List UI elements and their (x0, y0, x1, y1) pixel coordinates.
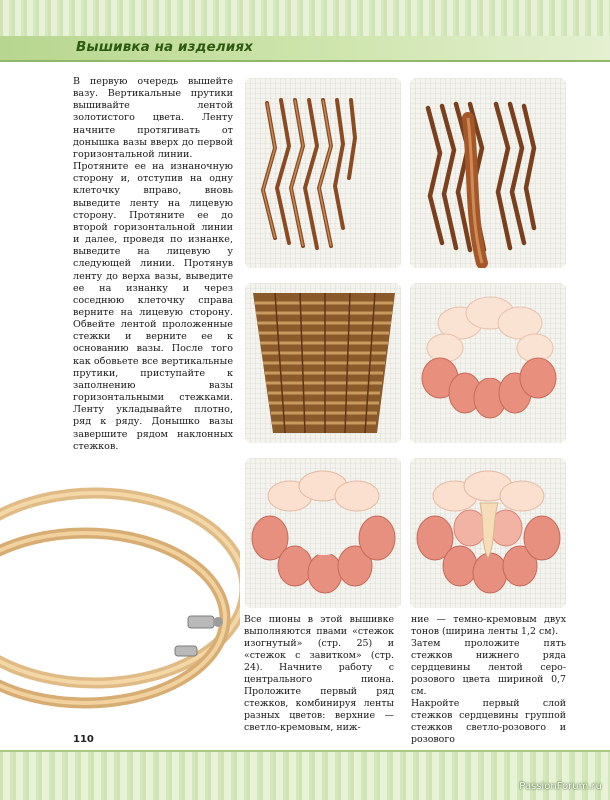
bottom-text-col2-p2: Затем проложите пять стежков нижнего ряда сердцевины лентой серо-розового цвета шириной 0,7 см. (411, 638, 566, 698)
woven-vase-photo-image (245, 283, 401, 443)
section-title: Вышивка на изделиях (76, 39, 253, 55)
bottom-divider (0, 750, 610, 752)
bottom-text-col2-p1: ние — темно-кремовым двух тонов (ширина ленты 1,2 см). (411, 614, 566, 638)
woven-vase-photo (245, 283, 401, 443)
instructions-paragraph-1: В первую очередь вышейте вазу. Вертикальные прутики вышивайте лентой золотистого цвета. Ленту начните протягивать от донышка вазы вверх до первой горизонтальной линии. (73, 76, 233, 160)
vase-stitches-photo-1-image (245, 78, 401, 268)
peony-full-photo (410, 458, 566, 608)
bottom-text-col1: Все пионы в этой вышивке выполняются пвами «стежок изогнутый» (стр. 25) и «стежок с завитком» (стр. 24). Начните работу с центрального пиона. Проложите первый ряд стежков, комбинируя ленты разных цветов: верхние — светло-кремовым, ниж- (244, 614, 394, 734)
decorative-top-band (0, 0, 610, 36)
peony-ring-photo-2-image (245, 458, 401, 608)
peony-ring-photo-1 (410, 283, 566, 443)
peony-full-photo-image (410, 458, 566, 608)
decorative-bottom-band (0, 750, 610, 800)
title-divider (0, 60, 610, 62)
instructions-paragraph-2: Протяните ее на изнаночную сторону и, отступив на одну клеточку вправо, вновь выведите ленту на лицевую сторону. Протяните ее до второй горизонтальной линии и далее, проведя по изнанке, выведите на лицевую у следующей линии. Протянув ленту до верха вазы, выведите ее на изнанку и через соседнюю клеточку справа верните на лицевую сторону. Обвейте лентой проложенные стежки и верните ее к основанию вазы. После того как обовьете все вертикальные прутики, приступайте к заполнению вазы горизонтальными стежками. Ленту укладывайте плотно, ряд к ряду. Донышко вазы завершите рядом наклонных стежков. (73, 161, 233, 452)
vase-stitches-photo-2 (410, 78, 566, 268)
bottom-text-col2-p3: Накройте первый слой стежков сердцевины группой стежков светло-розового и розового (411, 698, 566, 746)
bottom-text-column-1 (244, 614, 394, 734)
bottom-text-column-2 (411, 614, 566, 747)
page-number: 110 (73, 734, 94, 745)
embroidery-hoops-image (0, 468, 240, 718)
peony-ring-photo-2 (245, 458, 401, 608)
embroidery-hoops-photo (0, 468, 240, 718)
vase-stitches-photo-2-image (410, 78, 566, 268)
vase-stitches-photo-1 (245, 78, 401, 268)
watermark: PassionForum.ru (519, 781, 602, 792)
instructions-text (73, 76, 233, 453)
peony-ring-photo-1-image (410, 283, 566, 443)
